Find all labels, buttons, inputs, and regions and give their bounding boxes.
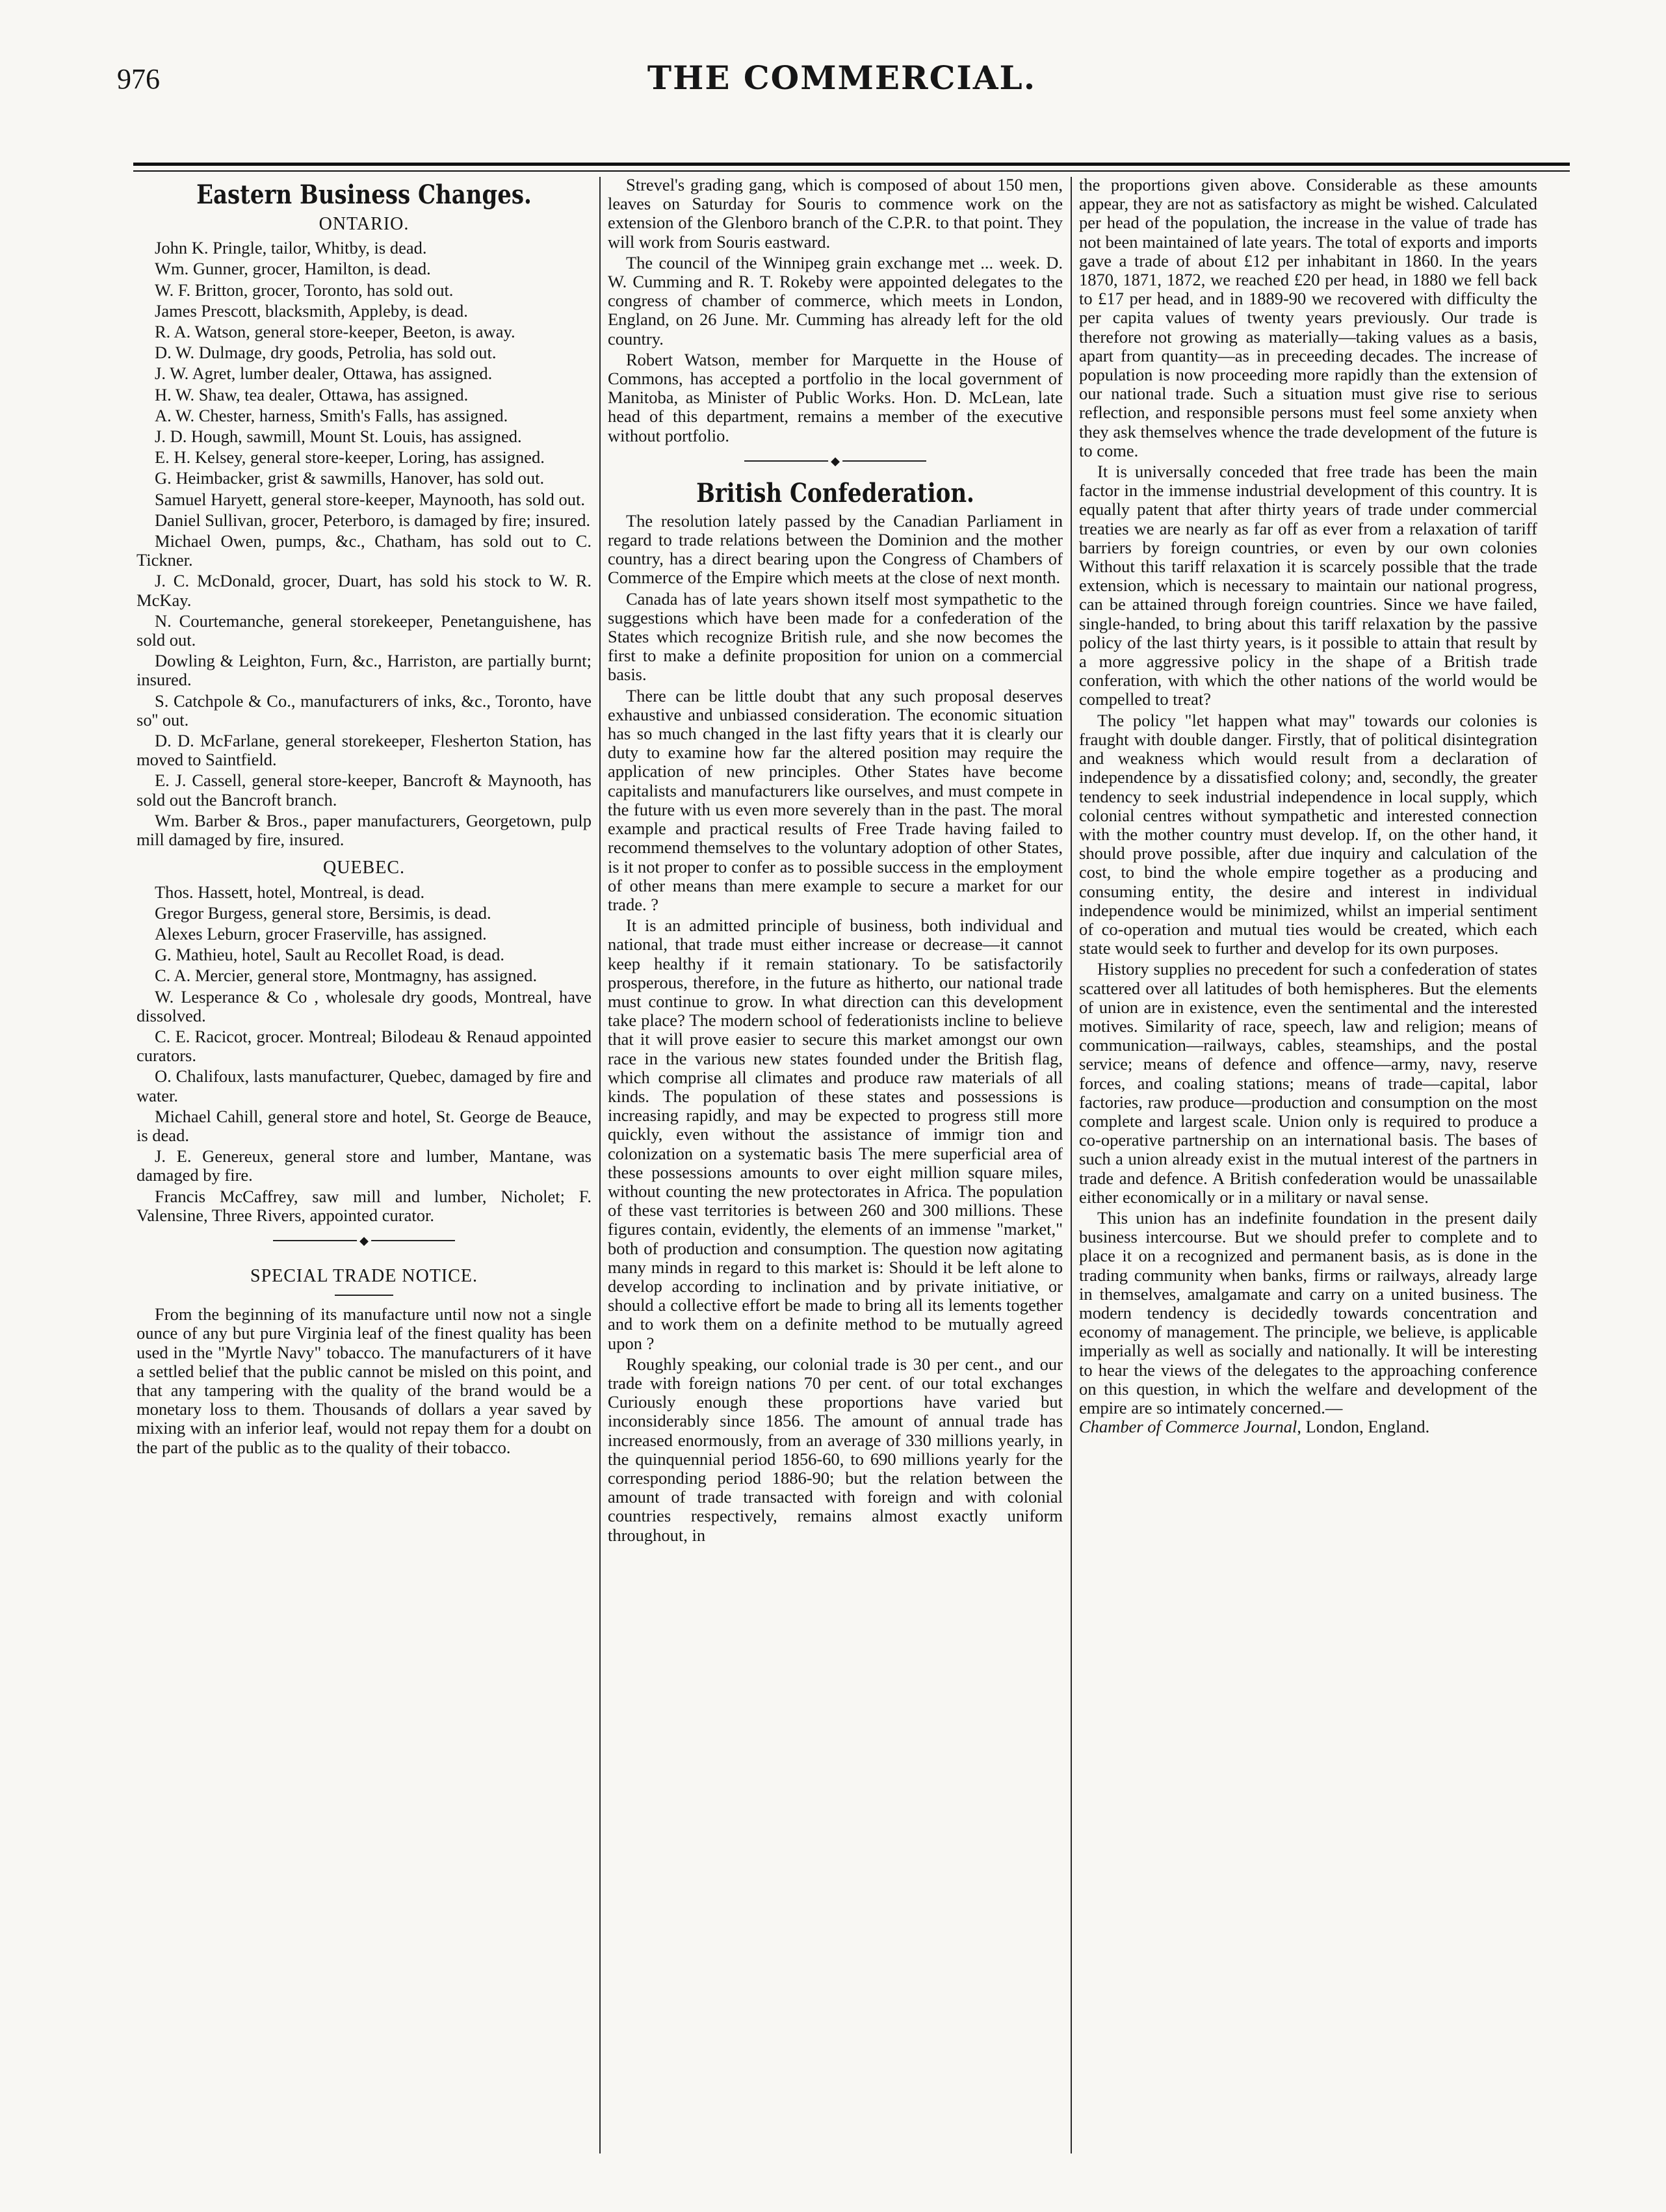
article-paragraph: The resolution lately passed by the Canadian Parliament in regard to trade relations between the Dominion and the mother country, has a direct bearing upon the Congress of Chambers of Commerce of the Empire which meets at the close of next month. bbox=[608, 510, 1063, 588]
page-number: 976 bbox=[117, 63, 160, 95]
business-change-item: Francis McCaffrey, saw mill and lumber, Nicholet; F. Valensine, Three Rivers, appointed curator. bbox=[137, 1186, 592, 1225]
business-change-item: John K. Pringle, tailor, Whitby, is dead. bbox=[155, 238, 427, 258]
article-paragraph: History supplies no precedent for such a confederation of states scattered over all latitudes of both hemispheres. But the elements of union are in existence, even the sentimental and the interested motives. Similarity of race, speech, law and religion; means of communication—railways, cables, steamships, and the postal service; means of defence and offence—army, navy, reserve forces, and coaling stations; means of trade—capital, labor factories, raw produce—production and consumption on the most complete and largest scale. Union only is required to produce a co-operative partnership on an international basis. The bases of such a union already exist in the mutual interest of the partners in trade and defence. A British confederation would be unassailable either economically or in a military or naval sense. bbox=[1079, 959, 1537, 1207]
business-change-item: J. E. Genereux, general store and lumber, Mantane, was damaged by fire. bbox=[137, 1146, 592, 1185]
british-confederation-title: British Confederation. bbox=[696, 477, 974, 508]
quebec-list bbox=[137, 883, 592, 1225]
news-paragraph: Robert Watson, member for Marquette in the House of Commons, has accepted a portfolio in the local government of Manitoba, as Minister of Public Works. Hon. D. McLean, late head of this department, remains a member of the executive without portfolio. bbox=[608, 349, 1063, 445]
source-journal: Chamber of Commerce Journal bbox=[1079, 1417, 1297, 1437]
ontario-heading: ONTARIO. bbox=[319, 214, 410, 234]
business-change-item: Thos. Hassett, hotel, Montreal, is dead. bbox=[155, 882, 425, 902]
section-ornament bbox=[608, 453, 1063, 469]
business-change-item: Alexes Leburn, grocer Fraserville, has assigned. bbox=[155, 923, 487, 943]
masthead: THE COMMERCIAL. bbox=[647, 59, 1037, 97]
business-change-item: J. W. Agret, lumber dealer, Ottawa, has assigned. bbox=[155, 363, 493, 384]
article-paragraph: Canada has of late years shown itself most sympathetic to the suggestions which have been made for a confederation of the States which recognize British rule, and she now becomes the first to make a definite proposition for union on a commercial basis. bbox=[608, 588, 1063, 685]
short-rule bbox=[335, 1295, 393, 1296]
business-change-item: G. Heimbacker, grist & sawmills, Hanover, has sold out. bbox=[155, 468, 545, 488]
article-paragraph: It is an admitted principle of business, both individual and national, that trade must either increase or decrease—it cannot keep healthy if it remain stationary. To be satisfactorily prosperous, therefore, in the future as hitherto, our national trade must continue to grow. In what direction can this development take place? The modern school of federationists incline to believe that it will prove easier to secure this market amongst our own race in the various new states founded under the British flag, which comprise all climates and produce raw materials of all kinds. The population of these states and possessions is increasing rapidly, and may be expected to progress still more quickly, even without the assistance of immigr tion and colonization on a systematic basis The mere superficial area of these possessions amounts to over eight million square miles, without counting the new protectorates in Africa. The population of these vast territories is between 260 and 300 millions. These figures contain, evidently, the elements of an immense "market," both of production and consumption. The question now agitating many minds in regard to this market is: Should it be left alone to develop according to inclination and by private initiative, or should a collective effort be made to bring all its lements together and to work them on a definite method to be mutually agreed upon ? bbox=[608, 915, 1063, 1353]
article-paragraph: This union has an indefinite foundation in the present daily business intercourse. But we should prefer to complete and to place it on a recognized and permanent basis, as is done in the trading community when banks, firms or railways, already large in themselves, amalgamate and carry on a united business. The modern tendency is decidedly towards concentration and economy of management. The principle, we believe, is applicable imperially as well as socially and nationally. It will be interesting to hear the views of the delegates to the approaching conference on this question, in which the welfare and development of the empire are so intimately concerned.— bbox=[1079, 1207, 1537, 1417]
business-change-item: Daniel Sullivan, grocer, Peterboro, is damaged by fire; insured. bbox=[155, 510, 591, 530]
news-paragraph: The council of the Winnipeg grain exchange met ... week. D. W. Cumming and R. T. Rokeby were appointed delegates to the congress of chamber of commerce, which meets in London, England, on 26 June. Mr. Cumming has already left for the old country. bbox=[608, 252, 1063, 349]
business-change-item: E. J. Cassell, general store-keeper, Bancroft & Maynooth, has sold out the Bancroft branch. bbox=[137, 770, 592, 810]
business-change-item: W. F. Britton, grocer, Toronto, has sold out. bbox=[155, 280, 454, 300]
page-header bbox=[117, 59, 1567, 127]
special-notice-heading: SPECIAL TRADE NOTICE. bbox=[250, 1265, 478, 1286]
business-change-item: Wm. Barber & Bros., paper manufacturers, Georgetown, pulp mill damaged by fire, insured. bbox=[137, 810, 592, 850]
business-change-item: Dowling & Leighton, Furn, &c., Harriston, are partially burnt; insured. bbox=[137, 651, 592, 690]
business-change-item: Gregor Burgess, general store, Bersimis, is dead. bbox=[155, 902, 491, 923]
article-paragraph: Roughly speaking, our colonial trade is 30 per cent., and our trade with foreign nations 70 per cent. of our total exchanges Curiously enough these proportions have varied but inconsiderably since 1856. The amount of annual trade has increased enormously, from an average of 330 millions yearly, in the quinquennial period 1856-60, to 690 millions yearly for the corresponding period 1886-90; but the relation between the amount of trade transacted with foreign and with colonial countries respectively, remains almost exactly uniform throughout, in bbox=[608, 1354, 1063, 1545]
section-ornament bbox=[137, 1233, 592, 1248]
local-items bbox=[608, 176, 1063, 445]
confederation-article-part2 bbox=[1079, 176, 1537, 1417]
business-change-item: J. C. McDonald, grocer, Duart, has sold his stock to W. R. McKay. bbox=[137, 571, 592, 610]
source-place: , London, England. bbox=[1297, 1417, 1430, 1437]
article-paragraph: It is universally conceded that free trade has been the main factor in the immense industrial development of this country. It is equally patent that after thirty years of trade under commercial treaties we are nearly as far off as ever from a relaxation of tariff barriers by foreign countries, or even by our own colonies Without this tariff relaxation it is scarcely possible that the trade extension, which is necessary to maintain our national progress, can be attained through foreign countries. Since we have failed, single-handed, to bring about this tariff relaxation by the passive policy of the last thirty years, is it possible to attain that result by a more aggressive policy in the shape of a British trade conferation, with which the other nations of the world would be compelled to treat? bbox=[1079, 462, 1537, 709]
business-change-item: Samuel Haryett, general store-keeper, Maynooth, has sold out. bbox=[155, 489, 585, 509]
article-paragraph: There can be little doubt that any such proposal deserves exhaustive and unbiassed consideration. The economic situation has so much changed in the last fifty years that it is clearly our duty to examine how far the altered position may require the application of new principles. Other States have become capitalists and manufacturers like ourselves, and must compete in the future with us even more severely than in the past. The moral example and practical results of Free Trade having failed to recommend themselves to the voluntary adoption of other States, is it not proper to confer as to possible success in the employment of other means than mere example to secure a market for our trade. ? bbox=[608, 685, 1063, 914]
business-change-item: R. A. Watson, general store-keeper, Beeton, is away. bbox=[155, 322, 515, 342]
business-change-item: C. A. Mercier, general store, Montmagny, has assigned. bbox=[155, 966, 538, 986]
business-change-item: O. Chalifoux, lasts manufacturer, Quebec, damaged by fire and water. bbox=[137, 1066, 592, 1105]
business-change-item: James Prescott, blacksmith, Appleby, is dead. bbox=[155, 300, 468, 321]
column-divider bbox=[599, 177, 601, 2153]
business-change-item: D. D. McFarlane, general storekeeper, Flesherton Station, has moved to Saintfield. bbox=[137, 731, 592, 770]
column-divider bbox=[1071, 177, 1072, 2153]
business-change-item: C. E. Racicot, grocer. Montreal; Bilodeau & Renaud appointed curators. bbox=[137, 1026, 592, 1066]
quebec-heading: QUEBEC. bbox=[323, 858, 405, 878]
eastern-business-title: Eastern Business Changes. bbox=[196, 179, 532, 210]
article-paragraph: The policy "let happen what may" towards our colonies is fraught with double danger. Firstly, that of political disintegration and weakness which would result from a declaration of independence by a dissatisfied colony; and, secondly, the greater tendency to seek industrial independence in local supply, which colonial centres without sympathetic and interested connection with the mother country must develop. If, on the other hand, it should prove possible, after due inquiry and calculation of the cost, to bind the whole empire together as a producing and consuming entity, the desire and interest in individual independence would be minimized, whilst an imperial sentiment of co-operation and mutual ties would be created, which each state would seek to further and develop for its own purposes. bbox=[1079, 710, 1537, 958]
column-2 bbox=[608, 176, 1063, 2152]
column-3 bbox=[1079, 176, 1537, 2152]
business-change-item: J. D. Hough, sawmill, Mount St. Louis, has assigned. bbox=[155, 427, 522, 447]
header-rule-thin bbox=[133, 170, 1570, 172]
confederation-article-part1 bbox=[608, 512, 1063, 1545]
business-change-item: H. W. Shaw, tea dealer, Ottawa, has assigned. bbox=[155, 384, 469, 404]
header-rule bbox=[133, 163, 1570, 166]
business-change-item: Wm. Gunner, grocer, Hamilton, is dead. bbox=[155, 259, 431, 279]
business-change-item: A. W. Chester, harness, Smith's Falls, has assigned. bbox=[155, 405, 508, 425]
business-change-item: E. H. Kelsey, general store-keeper, Loring, has assigned. bbox=[155, 447, 545, 467]
business-change-item: Michael Cahill, general store and hotel, St. George de Beauce, is dead. bbox=[137, 1106, 592, 1145]
news-paragraph: Strevel's grading gang, which is composed of about 150 men, leaves on Saturday for Souris to commence work on the extension of the Glenboro branch of the C.P.R. to that point. They will work from Souris eastward. bbox=[608, 176, 1063, 252]
business-change-item: S. Catchpole & Co., manufacturers of inks, &c., Toronto, have so'' out. bbox=[137, 691, 592, 730]
article-source bbox=[1079, 1417, 1537, 1436]
ontario-list bbox=[137, 239, 592, 849]
business-change-item: D. W. Dulmage, dry goods, Petrolia, has sold out. bbox=[155, 343, 497, 363]
article-paragraph: the proportions given above. Considerable as these amounts appear, they are not as satisfactory as might be wished. Calculated per head of the population, the increase in the value of trade has not been maintained of late years. The total of exports and imports gave a trade of about £12 per inhabitant in 1860. In the years 1870, 1871, 1872, we reached £20 per head, in 1880 we fell back to £17 per head, and in 1889-90 we recovered with difficulty the per capita values of twenty years previously. Our trade is therefore not growing as materially—taking values as a basis, apart from quantity—as in preceeding decades. The increase of population is now proceeding more rapidly than the extension of our national trade. Such a situation must give rise to serious reflection, and responsible persons must feel some anxiety when they ask themselves whence the trade development of the future is to come. bbox=[1079, 176, 1537, 460]
business-change-item: G. Mathieu, hotel, Sault au Recollet Road, is dead. bbox=[155, 945, 504, 965]
business-change-item: W. Lesperance & Co , wholesale dry goods, Montreal, have dissolved. bbox=[137, 986, 592, 1025]
business-change-item: Michael Owen, pumps, &c., Chatham, has sold out to C. Tickner. bbox=[137, 531, 592, 570]
column-1 bbox=[137, 176, 592, 2152]
special-notice-body: From the beginning of its manufacture until now not a single ounce of any but pure Virginia leaf of the finest quality has been used in the "Myrtle Navy" tobacco. The manufacturers of it have a settled belief that the public cannot be misled on this point, and that any tampering with the quality of the brand would be a monetary loss to them. Thousands of dollars a year saved by mixing with an inferior leaf, would not repay them for a doubt on the part of the public as to the quality of their tobacco. bbox=[137, 1304, 592, 1457]
business-change-item: N. Courtemanche, general storekeeper, Penetanguishene, has sold out. bbox=[137, 611, 592, 650]
